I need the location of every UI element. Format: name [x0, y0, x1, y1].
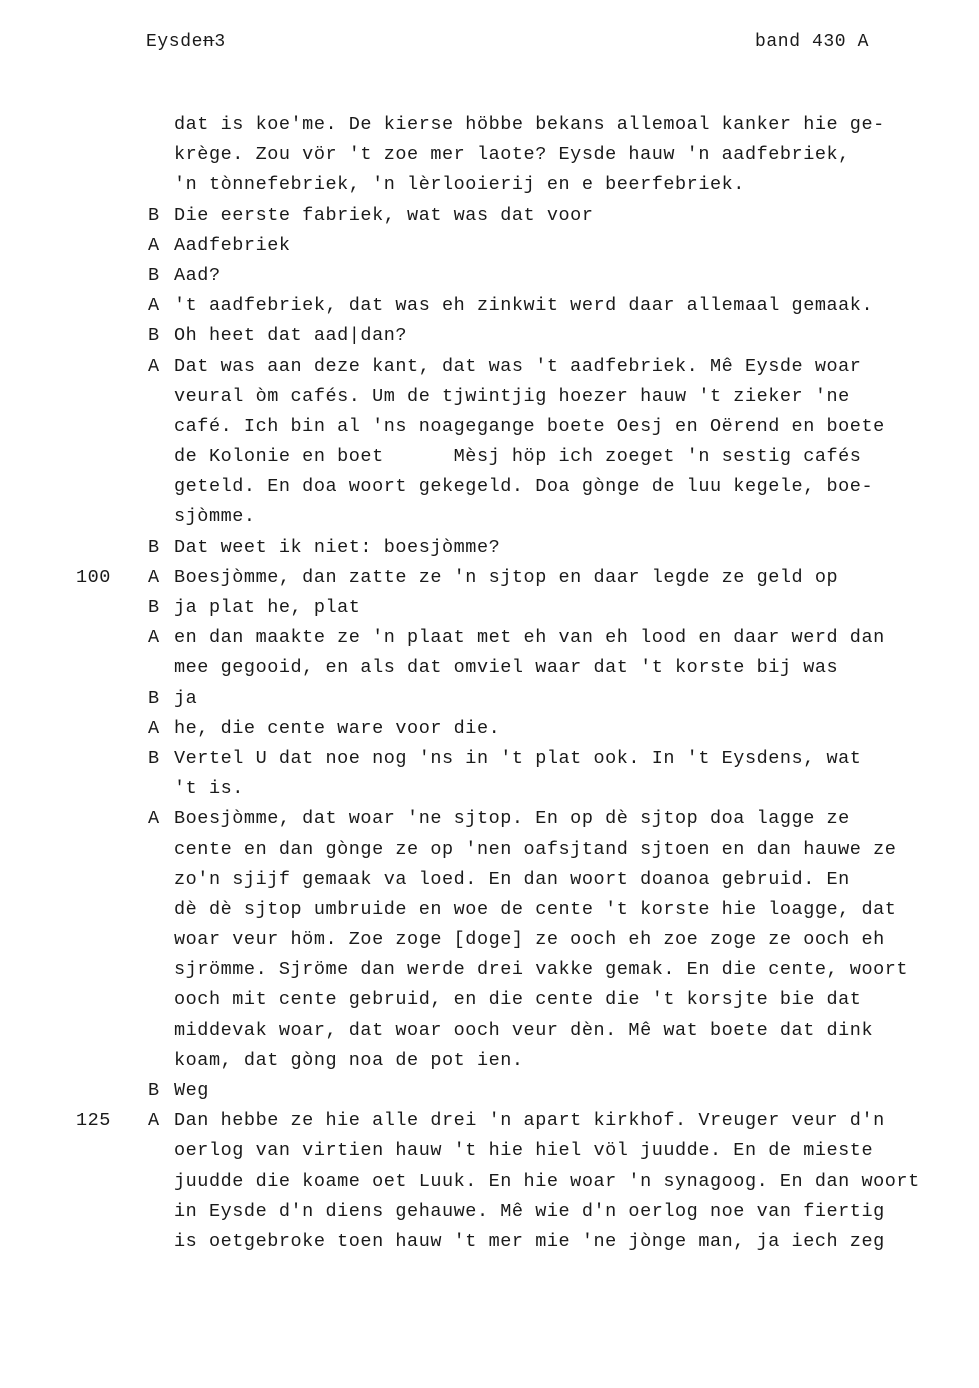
band-label: band 430 A [755, 32, 870, 52]
speaker-label: A [148, 717, 160, 739]
speaker-label: A [148, 295, 160, 317]
line-text: Vertel U dat noe nog 'ns in 't plat ook. In 't Eysdens, wat [174, 747, 862, 769]
line-text: ja [174, 687, 198, 709]
speaker-label: A [148, 627, 160, 649]
line-text: veural òm cafés. Um de tjwintjig hoezer hauw 't zieker 'ne [174, 385, 850, 407]
transcript-line [0, 382, 979, 412]
speaker-label: A [148, 1110, 160, 1132]
transcript-line [0, 140, 979, 170]
transcript-line [0, 653, 979, 683]
transcript-line [0, 231, 979, 261]
line-text: Boesjòmme, dan zatte ze 'n sjtop en daar legde ze geld op [174, 566, 839, 588]
transcript-line [0, 502, 979, 532]
transcript-line [0, 412, 979, 442]
transcript-line [0, 895, 979, 925]
struck-letter: n [203, 32, 215, 52]
transcript-line [0, 714, 979, 744]
line-text: ja plat he, plat [174, 597, 361, 618]
transcript-line [0, 1016, 979, 1046]
transcript-line [0, 623, 979, 653]
transcript-line [0, 1076, 979, 1106]
line-text: 't aadfebriek, dat was eh zinkwit werd daar allemaal gemaak. [174, 295, 874, 317]
transcript-body [0, 110, 979, 1257]
speaker-label: B [148, 536, 160, 558]
speaker-label: B [148, 204, 160, 226]
transcript-line [0, 774, 979, 804]
speaker-label: B [148, 747, 160, 769]
line-text: 'n tònnefebriek, 'n lèrlooierij en e beerfebriek. [174, 174, 745, 196]
transcript-line [0, 925, 979, 955]
transcript-line [0, 110, 979, 140]
line-text: krège. Zou vör 't zoe mer laote? Eysde hauw 'n aadfebriek, [174, 144, 850, 166]
transcript-line [0, 291, 979, 321]
transcript-line [0, 563, 979, 593]
line-text: Weg [174, 1080, 209, 1101]
transcript-line [0, 985, 979, 1015]
transcript-line [0, 1227, 979, 1257]
transcript-line [0, 1167, 979, 1197]
transcript-line [0, 1046, 979, 1076]
speaker-label: A [148, 355, 160, 377]
line-text: dè dè sjtop umbruide en woe de cente 't korste hie loagge, dat [174, 898, 897, 920]
transcript-line [0, 261, 979, 291]
line-text: woar veur höm. Zoe zoge [doge] ze ooch eh zoe zoge ze ooch eh [174, 929, 885, 951]
line-text: 't is. [174, 778, 244, 800]
transcript-line [0, 1106, 979, 1136]
transcript-line [0, 201, 979, 231]
line-text: Aad? [174, 264, 221, 286]
transcript-line [0, 472, 979, 502]
line-text: Dat was aan deze kant, dat was 't aadfebriek. Mê Eysde woar [174, 355, 862, 377]
line-text: cente en dan gònge ze op 'nen oafsjtand sjtoen en dan hauwe ze [174, 838, 897, 860]
line-text: is oetgebroke toen hauw 't mer mie 'ne jònge man, ja iech zeg [174, 1230, 885, 1252]
line-text: de Kolonie en boet Mèsj höp ich zoeget 'n sestig cafés [174, 446, 862, 468]
page-number: 3 [214, 32, 226, 52]
transcript-line [0, 593, 979, 623]
line-text: juudde die koame oet Luuk. En hie woar 'n synagoog. En dan woort [174, 1170, 920, 1192]
line-text: in Eysde d'n diens gehauwe. Mê wie d'n oerlog noe van fiertig [174, 1200, 885, 1222]
line-text: dat is koe'me. De kierse höbbe bekans allemoal kanker hie ge- [174, 114, 885, 135]
line-number: 100 [76, 566, 111, 588]
transcript-line [0, 442, 979, 472]
line-text: koam, dat gòng noa de pot ien. [174, 1049, 524, 1071]
transcript-line [0, 170, 979, 200]
transcript-line [0, 835, 979, 865]
line-text: geteld. En doa woort gekegeld. Doa gònge de luu kegele, boe- [174, 476, 874, 498]
speaker-label: B [148, 687, 160, 709]
transcript-line [0, 533, 979, 563]
line-text: oerlog van virtien hauw 't hie hiel völ juudde. En de mieste [174, 1140, 874, 1162]
speaker-label: B [148, 597, 160, 618]
transcript-line [0, 352, 979, 382]
transcript-line [0, 955, 979, 985]
line-text: en dan maakte ze 'n plaat met eh van eh lood en daar werd dan [174, 627, 885, 649]
speaker-label: A [148, 234, 160, 256]
line-number: 125 [76, 1110, 111, 1132]
transcript-line [0, 684, 979, 714]
transcript-line [0, 804, 979, 834]
line-text: Oh heet dat aad|dan? [174, 325, 408, 347]
speaker-label: A [148, 566, 160, 588]
line-text: Boesjòmme, dat woar 'ne sjtop. En op dè sjtop doa lagge ze [174, 808, 850, 830]
line-text: Die eerste fabriek, wat was dat voor [174, 204, 594, 226]
transcript-line [0, 865, 979, 895]
transcript-line [0, 1136, 979, 1166]
line-text: sjòmme. [174, 506, 256, 528]
line-text: Dan hebbe ze hie alle drei 'n apart kirkhof. Vreuger veur d'n [174, 1110, 885, 1132]
location-header [146, 32, 226, 52]
speaker-label: A [148, 808, 160, 830]
line-text: he, die cente ware voor die. [174, 717, 501, 739]
line-text: sjrömme. Sjröme dan werde drei vakke gemak. En die cente, woort [174, 959, 909, 981]
transcript-line [0, 1197, 979, 1227]
transcript-line [0, 321, 979, 351]
speaker-label: B [148, 1080, 160, 1101]
line-text: Dat weet ik niet: boesjòmme? [174, 536, 501, 558]
line-text: ooch mit cente gebruid, en die cente die 't korsjte bie dat [174, 989, 862, 1011]
line-text: Aadfebriek [174, 234, 291, 256]
location-name: Eysde [146, 32, 204, 52]
speaker-label: B [148, 325, 160, 347]
line-text: middevak woar, dat woar ooch veur dèn. Mê wat boete dat dink [174, 1019, 874, 1041]
line-text: café. Ich bin al 'ns noagegange boete Oesj en Oërend en boete [174, 415, 885, 437]
line-text: zo'n sjijf gemaak va loed. En dan woort doanoa gebruid. En [174, 868, 850, 890]
line-text: mee gegooid, en als dat omviel waar dat 't korste bij was [174, 657, 839, 679]
speaker-label: B [148, 264, 160, 286]
transcript-line [0, 744, 979, 774]
